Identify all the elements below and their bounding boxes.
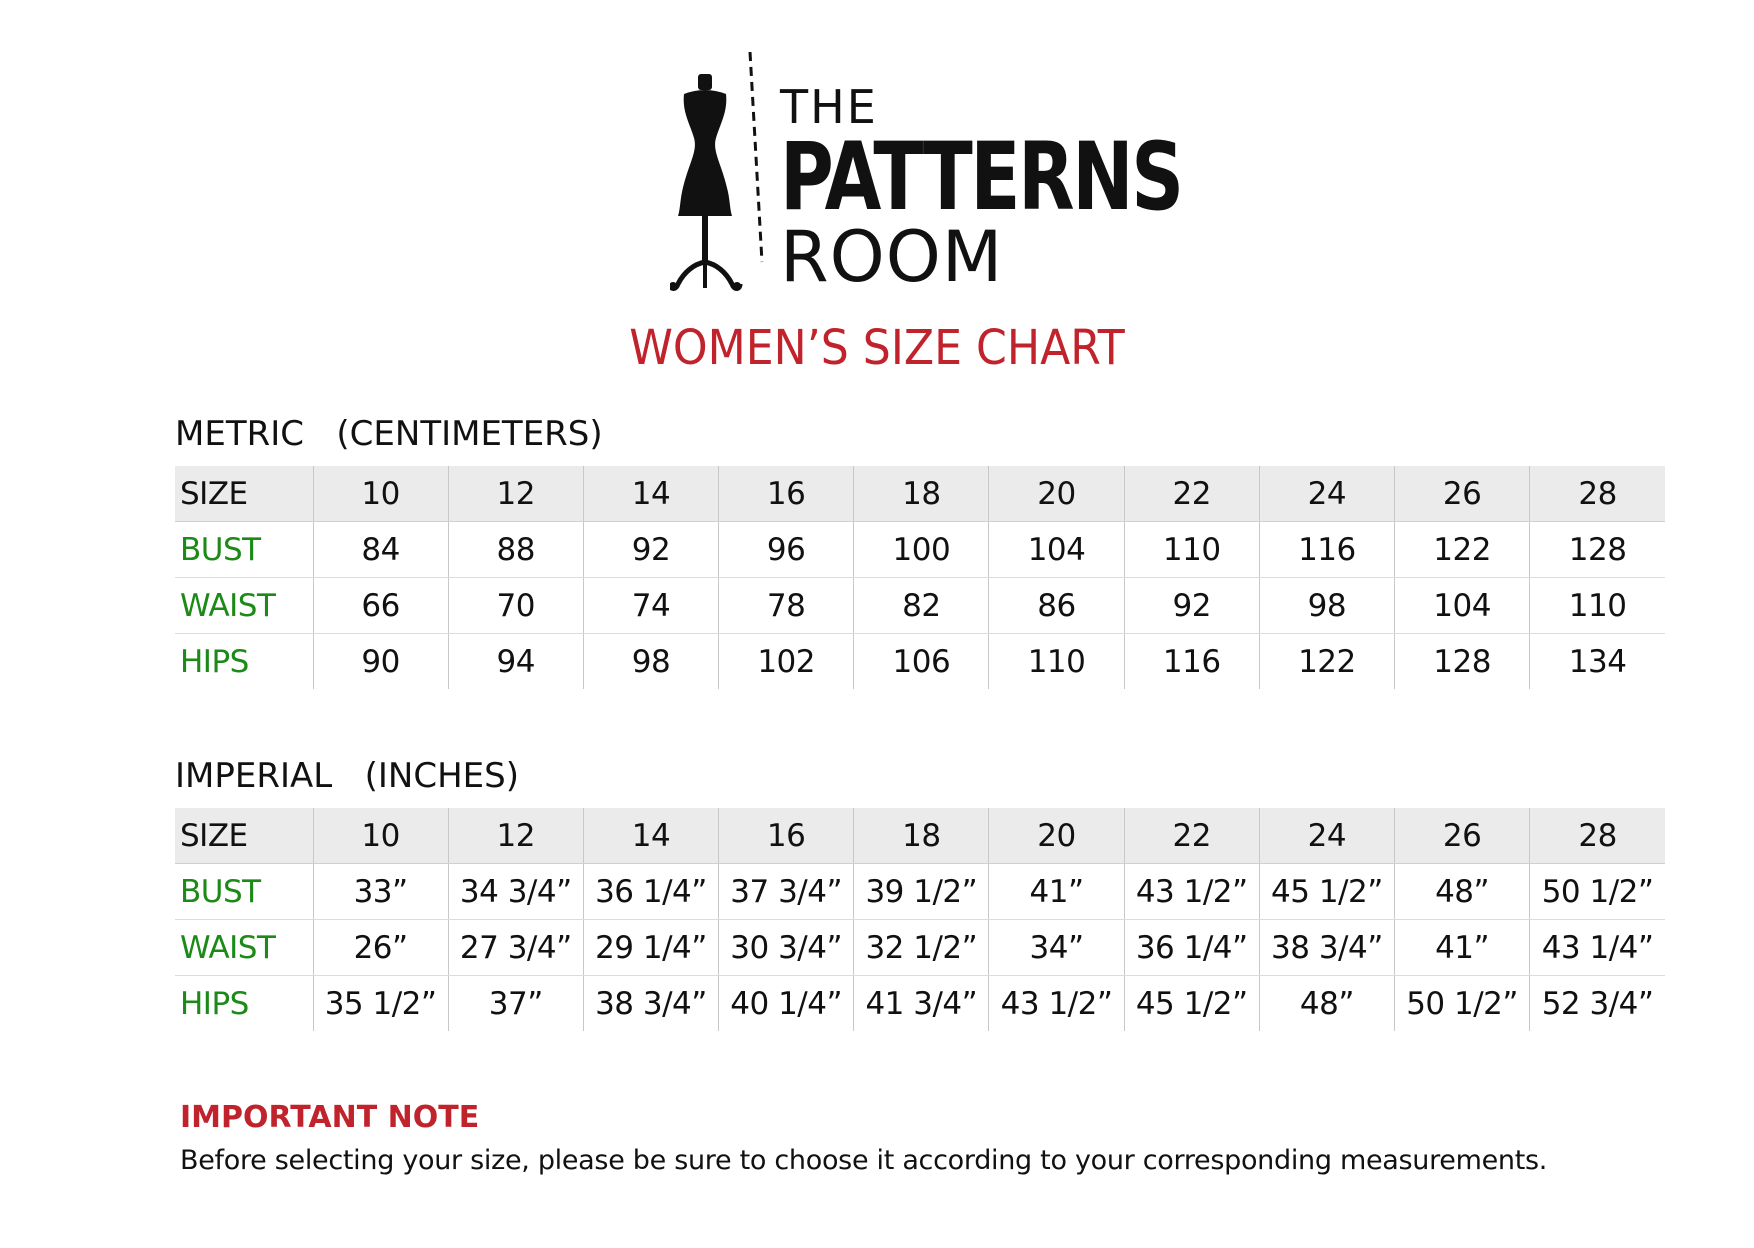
header-cell: 28 xyxy=(1530,466,1665,522)
table-cell: 122 xyxy=(1395,522,1530,578)
header-cell: 20 xyxy=(989,466,1124,522)
table-cell: 104 xyxy=(1395,578,1530,634)
table-cell: 36 1/4” xyxy=(583,864,718,920)
table-cell: 45 1/2” xyxy=(1259,864,1394,920)
metric-size-table xyxy=(175,466,1665,689)
table-cell: 30 3/4” xyxy=(719,920,854,976)
table-cell: 82 xyxy=(854,578,989,634)
table-cell: 34 3/4” xyxy=(448,864,583,920)
table-cell: 90 xyxy=(313,634,448,690)
important-note-text: Before selecting your size, please be sure to choose it according to your corresponding measurements. xyxy=(180,1145,1548,1176)
header-cell: 20 xyxy=(989,808,1124,864)
table-cell: 41 3/4” xyxy=(854,976,989,1032)
imperial-size-table xyxy=(175,808,1665,1031)
logo-wordmark xyxy=(780,80,1295,298)
metric-section-label: METRIC (CENTIMETERS) xyxy=(175,414,603,454)
table-cell: 34” xyxy=(989,920,1124,976)
table-cell: 37” xyxy=(448,976,583,1032)
table-cell: 36 1/4” xyxy=(1124,920,1259,976)
row-label: BUST xyxy=(175,522,313,578)
table-cell: 29 1/4” xyxy=(583,920,718,976)
row-label: BUST xyxy=(175,864,313,920)
table-row-hips xyxy=(175,634,1665,690)
row-label: WAIST xyxy=(175,578,313,634)
header-cell: 14 xyxy=(583,466,718,522)
table-cell: 94 xyxy=(448,634,583,690)
table-header-row xyxy=(175,466,1665,522)
table-cell: 27 3/4” xyxy=(448,920,583,976)
table-cell: 26” xyxy=(313,920,448,976)
dress-form-icon xyxy=(670,52,780,302)
brand-logo xyxy=(670,52,1182,302)
table-header-row xyxy=(175,808,1665,864)
table-cell: 41” xyxy=(989,864,1124,920)
header-cell: 18 xyxy=(854,808,989,864)
logo-line-room: ROOM xyxy=(780,216,1004,298)
table-cell: 38 3/4” xyxy=(1259,920,1394,976)
table-cell: 66 xyxy=(313,578,448,634)
header-cell: 10 xyxy=(313,466,448,522)
imperial-section-label: IMPERIAL (INCHES) xyxy=(175,756,519,796)
table-cell: 100 xyxy=(854,522,989,578)
table-cell: 32 1/2” xyxy=(854,920,989,976)
header-cell: 24 xyxy=(1259,808,1394,864)
table-cell: 37 3/4” xyxy=(719,864,854,920)
row-label: HIPS xyxy=(180,643,249,680)
table-cell: 102 xyxy=(719,634,854,690)
header-cell: 26 xyxy=(1395,466,1530,522)
table-row-hips xyxy=(175,976,1665,1032)
header-cell: SIZE xyxy=(175,808,313,864)
table-cell: 48” xyxy=(1259,976,1394,1032)
table-cell: 106 xyxy=(854,634,989,690)
header-cell: SIZE xyxy=(175,466,313,522)
table-cell: 110 xyxy=(1530,578,1665,634)
header-cell: 16 xyxy=(719,808,854,864)
table-row-waist xyxy=(175,578,1665,634)
table-cell: 116 xyxy=(1124,634,1259,690)
table-cell: 86 xyxy=(989,578,1124,634)
important-note-title: IMPORTANT NOTE xyxy=(180,1100,480,1135)
table-cell: 98 xyxy=(1259,578,1394,634)
table-row-bust xyxy=(175,864,1665,920)
table-cell: 98 xyxy=(583,634,718,690)
table-cell: 110 xyxy=(1124,522,1259,578)
header-cell: 26 xyxy=(1395,808,1530,864)
table-cell: 50 1/2” xyxy=(1530,864,1665,920)
table-cell: 88 xyxy=(448,522,583,578)
table-cell: 110 xyxy=(989,634,1124,690)
header-cell: 16 xyxy=(719,466,854,522)
header-cell: 12 xyxy=(448,466,583,522)
logo-line-the: THE xyxy=(780,80,878,134)
row-label: HIPS xyxy=(180,985,249,1022)
table-cell: 92 xyxy=(1124,578,1259,634)
header-cell: 24 xyxy=(1259,466,1394,522)
table-cell: 122 xyxy=(1259,634,1394,690)
table-cell: 33” xyxy=(313,864,448,920)
header-cell: 18 xyxy=(854,466,989,522)
header-cell: 12 xyxy=(448,808,583,864)
table-cell: 52 3/4” xyxy=(1530,976,1665,1032)
table-cell: 48” xyxy=(1395,864,1530,920)
header-cell: 28 xyxy=(1530,808,1665,864)
table-cell: 40 1/4” xyxy=(719,976,854,1032)
table-cell: 43 1/2” xyxy=(989,976,1124,1032)
table-cell: 128 xyxy=(1395,634,1530,690)
table-cell: 78 xyxy=(719,578,854,634)
header-cell: 14 xyxy=(583,808,718,864)
table-cell: 41” xyxy=(1395,920,1530,976)
table-cell: 84 xyxy=(313,522,448,578)
table-cell: 134 xyxy=(1530,634,1665,690)
header-cell: 22 xyxy=(1124,808,1259,864)
table-cell: 39 1/2” xyxy=(854,864,989,920)
table-cell: 35 1/2” xyxy=(313,976,448,1032)
table-cell: 104 xyxy=(989,522,1124,578)
table-row-waist xyxy=(175,920,1665,976)
table-cell: 43 1/2” xyxy=(1124,864,1259,920)
logo-line-patterns: PATTERNS xyxy=(780,123,1182,232)
header-cell: 10 xyxy=(313,808,448,864)
table-cell: 92 xyxy=(583,522,718,578)
table-cell: 50 1/2” xyxy=(1395,976,1530,1032)
table-cell: 74 xyxy=(583,578,718,634)
table-cell: 43 1/4” xyxy=(1530,920,1665,976)
table-cell: 45 1/2” xyxy=(1124,976,1259,1032)
table-cell: 128 xyxy=(1530,522,1665,578)
table-cell: 116 xyxy=(1259,522,1394,578)
table-row-bust xyxy=(175,522,1665,578)
table-cell: 96 xyxy=(719,522,854,578)
header-cell: 22 xyxy=(1124,466,1259,522)
page-title: WOMEN’S SIZE CHART xyxy=(629,320,1125,376)
row-label: WAIST xyxy=(175,920,313,976)
table-cell: 70 xyxy=(448,578,583,634)
table-cell: 38 3/4” xyxy=(583,976,718,1032)
